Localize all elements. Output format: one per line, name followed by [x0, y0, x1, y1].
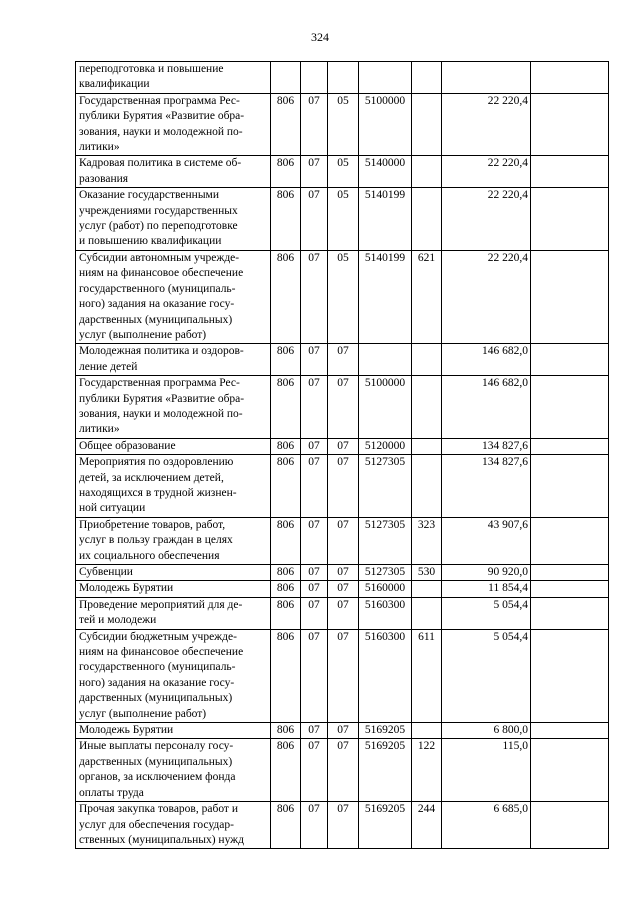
row-name-cell: Мероприятия по оздоровлению детей, за исключением детей, находящихся в трудной жизнен- ной ситуации	[76, 455, 271, 518]
expense-type-cell	[412, 62, 442, 94]
table-row	[76, 629, 609, 722]
table-row	[76, 62, 609, 94]
ministry-code-cell: 806	[271, 438, 301, 454]
amount-cell: 5 054,4	[442, 629, 531, 722]
expense-type-cell	[412, 723, 442, 739]
table-row	[76, 188, 609, 251]
expense-type-cell	[412, 438, 442, 454]
table-row	[76, 344, 609, 376]
page-number: 324	[311, 30, 329, 44]
expense-type-cell	[412, 455, 442, 518]
extra-column-cell	[531, 188, 609, 251]
target-article-cell: 5120000	[359, 438, 412, 454]
subsection-code-cell: 07	[328, 723, 359, 739]
target-article-cell: 5140199	[359, 188, 412, 251]
subsection-code-cell: 07	[328, 802, 359, 849]
amount-cell: 134 827,6	[442, 438, 531, 454]
extra-column-cell	[531, 581, 609, 597]
target-article-cell: 5160300	[359, 629, 412, 722]
subsection-code-cell: 07	[328, 517, 359, 564]
subsection-code-cell: 07	[328, 581, 359, 597]
target-article-cell: 5100000	[359, 376, 412, 439]
extra-column-cell	[531, 344, 609, 376]
amount-cell: 115,0	[442, 739, 531, 802]
subsection-code-cell: 07	[328, 629, 359, 722]
ministry-code-cell: 806	[271, 455, 301, 518]
expense-type-cell	[412, 156, 442, 188]
table-row	[76, 93, 609, 156]
extra-column-cell	[531, 438, 609, 454]
subsection-code-cell: 07	[328, 438, 359, 454]
amount-cell: 134 827,6	[442, 455, 531, 518]
row-name-cell: Иные выплаты персоналу госу- дарственных (муниципальных) органов, за исключением фонда оплаты труда	[76, 739, 271, 802]
amount-cell: 22 220,4	[442, 188, 531, 251]
amount-cell: 22 220,4	[442, 250, 531, 343]
row-name-cell: Прочая закупка товаров, работ и услуг для обеспечения государ- ственных (муниципальных) нужд	[76, 802, 271, 849]
target-article-cell: 5100000	[359, 93, 412, 156]
table-row	[76, 517, 609, 564]
expense-type-cell: 621	[412, 250, 442, 343]
row-name-cell: Государственная программа Рес- публики Бурятия «Развитие обра- зования, науки и молодежной по- литики»	[76, 93, 271, 156]
target-article-cell	[359, 344, 412, 376]
subsection-code-cell: 07	[328, 344, 359, 376]
table-row	[76, 376, 609, 439]
target-article-cell: 5140000	[359, 156, 412, 188]
section-code-cell: 07	[301, 438, 328, 454]
row-name-cell: Молодежь Бурятии	[76, 723, 271, 739]
subsection-code-cell: 07	[328, 565, 359, 581]
ministry-code-cell: 806	[271, 629, 301, 722]
subsection-code-cell: 07	[328, 376, 359, 439]
expense-type-cell	[412, 597, 442, 629]
ministry-code-cell: 806	[271, 250, 301, 343]
expense-type-cell: 611	[412, 629, 442, 722]
section-code-cell: 07	[301, 723, 328, 739]
amount-cell: 11 854,4	[442, 581, 531, 597]
amount-cell: 146 682,0	[442, 376, 531, 439]
extra-column-cell	[531, 629, 609, 722]
extra-column-cell	[531, 565, 609, 581]
table-row	[76, 438, 609, 454]
table-row	[76, 565, 609, 581]
target-article-cell: 5169205	[359, 802, 412, 849]
amount-cell: 22 220,4	[442, 156, 531, 188]
target-article-cell: 5127305	[359, 517, 412, 564]
row-name-cell: Оказание государственными учреждениями государственных услуг (работ) по переподготовке и повышению квалификации	[76, 188, 271, 251]
extra-column-cell	[531, 517, 609, 564]
ministry-code-cell: 806	[271, 581, 301, 597]
budget-table	[75, 61, 609, 849]
expense-type-cell	[412, 376, 442, 439]
target-article-cell: 5169205	[359, 723, 412, 739]
ministry-code-cell: 806	[271, 517, 301, 564]
ministry-code-cell: 806	[271, 802, 301, 849]
target-article-cell: 5169205	[359, 739, 412, 802]
ministry-code-cell: 806	[271, 597, 301, 629]
ministry-code-cell: 806	[271, 376, 301, 439]
amount-cell: 43 907,6	[442, 517, 531, 564]
extra-column-cell	[531, 802, 609, 849]
ministry-code-cell: 806	[271, 93, 301, 156]
amount-cell: 90 920,0	[442, 565, 531, 581]
row-name-cell: Молодежная политика и оздоров- ление детей	[76, 344, 271, 376]
expense-type-cell	[412, 188, 442, 251]
subsection-code-cell: 07	[328, 597, 359, 629]
section-code-cell	[301, 62, 328, 94]
expense-type-cell: 323	[412, 517, 442, 564]
row-name-cell: Кадровая политика в системе об- разования	[76, 156, 271, 188]
extra-column-cell	[531, 376, 609, 439]
section-code-cell: 07	[301, 802, 328, 849]
expense-type-cell: 122	[412, 739, 442, 802]
ministry-code-cell	[271, 62, 301, 94]
section-code-cell: 07	[301, 739, 328, 802]
extra-column-cell	[531, 250, 609, 343]
row-name-cell: Субсидии автономным учрежде- ниям на финансовое обеспечение государственного (муниципаль- ного) задания на оказание госу- дарственных (муниципальных) услуг (выполнение работ)	[76, 250, 271, 343]
extra-column-cell	[531, 93, 609, 156]
table-row	[76, 581, 609, 597]
subsection-code-cell: 07	[328, 739, 359, 802]
table-row	[76, 739, 609, 802]
table-row	[76, 723, 609, 739]
subsection-code-cell: 05	[328, 188, 359, 251]
table-row	[76, 250, 609, 343]
subsection-code-cell: 05	[328, 250, 359, 343]
section-code-cell: 07	[301, 597, 328, 629]
section-code-cell: 07	[301, 250, 328, 343]
target-article-cell: 5160300	[359, 597, 412, 629]
section-code-cell: 07	[301, 376, 328, 439]
row-name-cell: Государственная программа Рес- публики Бурятия «Развитие обра- зования, науки и молодежной по- литики»	[76, 376, 271, 439]
amount-cell: 146 682,0	[442, 344, 531, 376]
extra-column-cell	[531, 739, 609, 802]
ministry-code-cell: 806	[271, 723, 301, 739]
target-article-cell	[359, 62, 412, 94]
section-code-cell: 07	[301, 629, 328, 722]
expense-type-cell	[412, 93, 442, 156]
target-article-cell: 5160000	[359, 581, 412, 597]
row-name-cell: переподготовка и повышение квалификации	[76, 62, 271, 94]
section-code-cell: 07	[301, 93, 328, 156]
section-code-cell: 07	[301, 455, 328, 518]
row-name-cell: Приобретение товаров, работ, услуг в пользу граждан в целях их социального обеспечения	[76, 517, 271, 564]
section-code-cell: 07	[301, 344, 328, 376]
subsection-code-cell: 05	[328, 93, 359, 156]
amount-cell	[442, 62, 531, 94]
table-row	[76, 597, 609, 629]
expense-type-cell: 530	[412, 565, 442, 581]
expense-type-cell: 244	[412, 802, 442, 849]
extra-column-cell	[531, 62, 609, 94]
extra-column-cell	[531, 723, 609, 739]
expense-type-cell	[412, 581, 442, 597]
ministry-code-cell: 806	[271, 565, 301, 581]
target-article-cell: 5127305	[359, 455, 412, 518]
table-row	[76, 156, 609, 188]
section-code-cell: 07	[301, 188, 328, 251]
subsection-code-cell	[328, 62, 359, 94]
extra-column-cell	[531, 455, 609, 518]
row-name-cell: Субсидии бюджетным учрежде- ниям на финансовое обеспечение государственного (муниципаль- ного) задания на оказание госу- дарственных (муниципальных) услуг (выполнение работ)	[76, 629, 271, 722]
row-name-cell: Субвенции	[76, 565, 271, 581]
ministry-code-cell: 806	[271, 156, 301, 188]
amount-cell: 22 220,4	[442, 93, 531, 156]
ministry-code-cell: 806	[271, 188, 301, 251]
table-row	[76, 455, 609, 518]
subsection-code-cell: 05	[328, 156, 359, 188]
row-name-cell: Общее образование	[76, 438, 271, 454]
amount-cell: 6 800,0	[442, 723, 531, 739]
row-name-cell: Молодежь Бурятии	[76, 581, 271, 597]
extra-column-cell	[531, 156, 609, 188]
section-code-cell: 07	[301, 156, 328, 188]
target-article-cell: 5140199	[359, 250, 412, 343]
ministry-code-cell: 806	[271, 344, 301, 376]
amount-cell: 6 685,0	[442, 802, 531, 849]
amount-cell: 5 054,4	[442, 597, 531, 629]
expense-type-cell	[412, 344, 442, 376]
subsection-code-cell: 07	[328, 455, 359, 518]
extra-column-cell	[531, 597, 609, 629]
ministry-code-cell: 806	[271, 739, 301, 802]
section-code-cell: 07	[301, 517, 328, 564]
row-name-cell: Проведение мероприятий для де- тей и молодежи	[76, 597, 271, 629]
section-code-cell: 07	[301, 581, 328, 597]
table-body	[76, 62, 609, 849]
table-row	[76, 802, 609, 849]
target-article-cell: 5127305	[359, 565, 412, 581]
section-code-cell: 07	[301, 565, 328, 581]
